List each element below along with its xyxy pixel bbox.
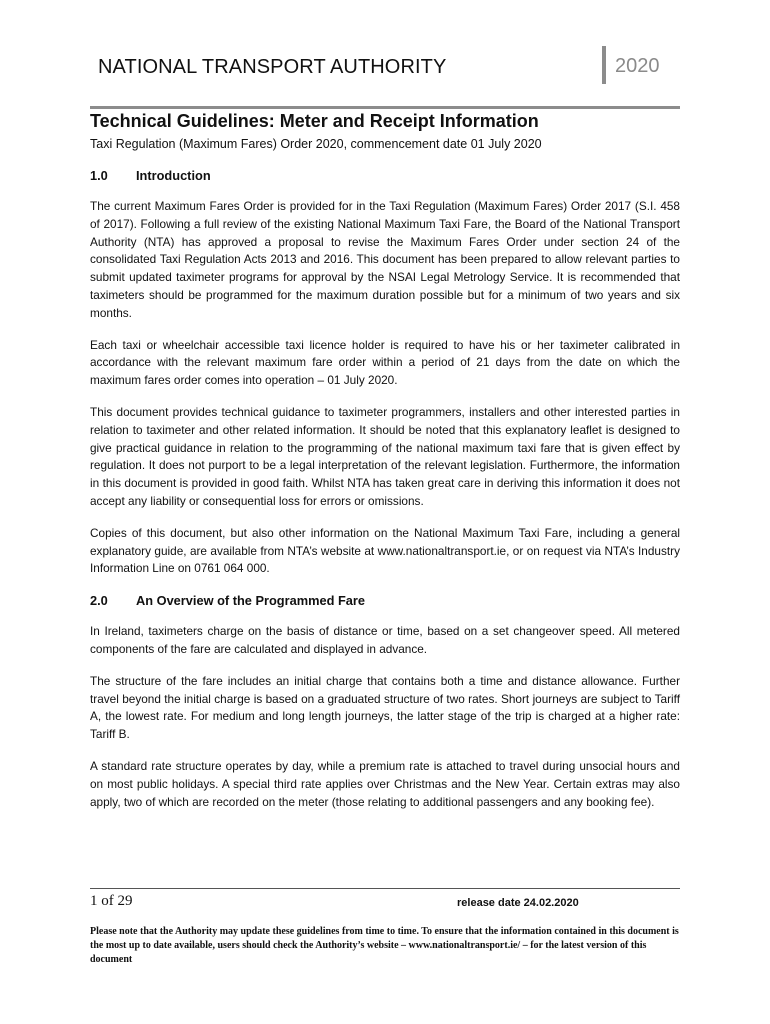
document-subtitle: Taxi Regulation (Maximum Fares) Order 2020, commencement date 01 July 2020 xyxy=(90,137,542,151)
section-overview xyxy=(90,593,680,811)
section-introduction xyxy=(90,168,680,578)
paragraph: Copies of this document, but also other information on the National Maximum Taxi Fare, including a general explanatory guide, are available from NTA’s website at www.nationaltransport.ie, or on request via NTA’s Industry Information Line on 0761 064 000. xyxy=(90,525,680,576)
page-number: 1 of 29 xyxy=(90,893,133,909)
footer-rule xyxy=(90,888,680,889)
paragraph: In Ireland, taximeters charge on the basis of distance or time, based on a set changeover speed. All metered components of the fare are calculated and displayed in advance. xyxy=(90,624,680,656)
section-title: An Overview of the Programmed Fare xyxy=(136,593,365,609)
paragraph: The current Maximum Fares Order is provided for in the Taxi Regulation (Maximum Fares) Order 2017 (S.I. 458 of 2017). Following a full review of the existing National Maximum Taxi Fare, the Board of the National Transport Authority (NTA) has approved a proposal to revise the Maximum Fares Order under section 24 of the consolidated Taxi Regulation Acts 2013 and 2016. This document has been prepared to allow relevant parties to submit updated taximeter programs for approval by the NSAI Legal Metrology Service. It is recommended that taximeters should be programmed for the maximum duration possible but for a minimum of two years and six months. xyxy=(90,199,680,320)
section-heading xyxy=(90,593,680,609)
header-year: 2020 xyxy=(615,55,660,77)
paragraph: The structure of the fare includes an initial charge that contains both a time and distance allowance. Further travel beyond the initial charge is based on a graduated structure of two rates. Short journeys are subject to Tariff A, the lowest rate. For medium and long length journeys, the latter stage of the trip is charged at a higher rate: Tariff B. xyxy=(90,673,680,742)
page-footer xyxy=(90,888,680,965)
section-heading xyxy=(90,168,680,184)
paragraph: This document provides technical guidance to taximeter programmers, installers and other interested parties in relation to taximeter and other related information. It should be noted that this explanatory leaflet is designed to give practical guidance in relation to the programming of the national maximum taxi fare that is given effect by regulation. It does not purport to be a legal interpretation of the relevant legislation. Furthermore, the information in this document is provided in good faith. Whilst NTA has taken great care in deriving this information it does not accept any liability or consequential loss for errors or omissions. xyxy=(90,404,680,508)
footer-note: Please note that the Authority may update these guidelines from time to time. To ensure that the information contained in this document is the most up to date available, users should check the Authority’s website – www.nationaltransport.ie/ – for the latest version of this document xyxy=(90,926,679,965)
organization-name: NATIONAL TRANSPORT AUTHORITY xyxy=(98,56,447,78)
header-divider xyxy=(602,46,606,84)
section-number: 1.0 xyxy=(90,168,108,183)
section-title: Introduction xyxy=(136,168,211,183)
section-number: 2.0 xyxy=(90,593,108,609)
release-date: release date 24.02.2020 xyxy=(457,897,579,909)
paragraph: A standard rate structure operates by day, while a premium rate is attached to travel during unsocial hours and on most public holidays. A special third rate applies over Christmas and the New Year. Certain extras may also apply, two of which are recorded on the meter (those relating to additional passengers and any booking fee). xyxy=(90,758,680,809)
page-header xyxy=(90,46,680,108)
document-title: Technical Guidelines: Meter and Receipt Information xyxy=(90,111,539,131)
document-body xyxy=(90,110,680,825)
header-rule xyxy=(90,106,680,109)
paragraph: Each taxi or wheelchair accessible taxi licence holder is required to have his or her taximeter calibrated in accordance with the relevant maximum fare order within a period of 21 days from the date on which the maximum fares order comes into operation – 01 July 2020. xyxy=(90,337,680,388)
